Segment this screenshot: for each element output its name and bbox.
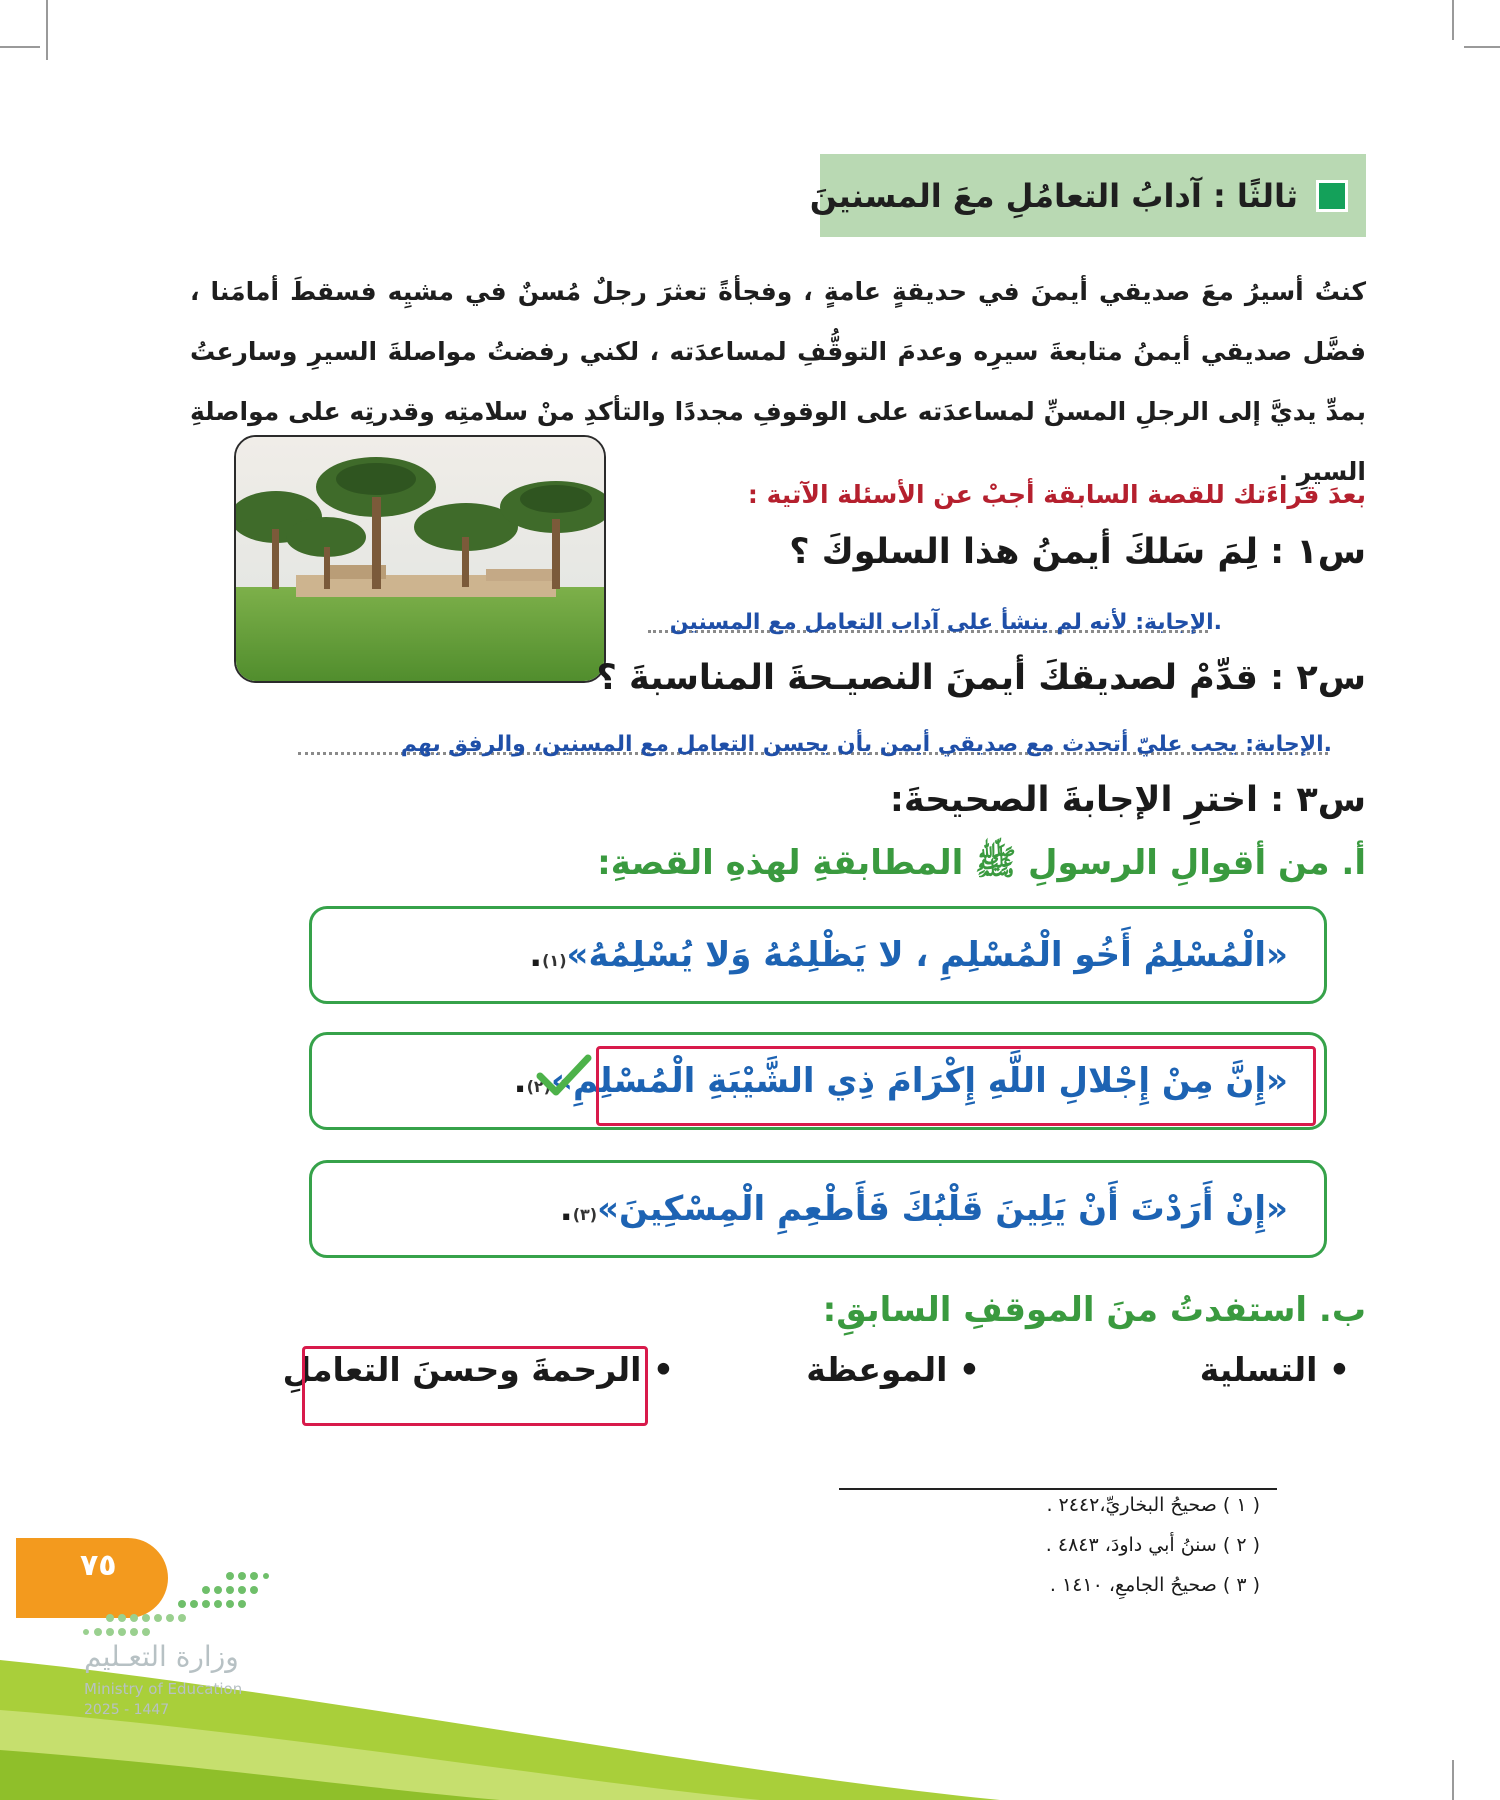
- option-mercy[interactable]: • الرحمةَ وحسنَ التعاملِ: [282, 1350, 674, 1389]
- hadith-1-period: .: [529, 935, 543, 975]
- questions-instruction: بعدَ قراءَتك للقصة السابقة أجبْ عن الأسئلة الآتية :: [747, 480, 1366, 509]
- selected-option-highlight: [302, 1346, 648, 1426]
- selected-answer-highlight: [596, 1046, 1316, 1126]
- footnote-3: ( ٣ ) صحيحُ الجامعِ، ١٤١٠ .: [1049, 1574, 1260, 1596]
- hadith-option-1[interactable]: [309, 906, 1327, 1004]
- hadith-option-3[interactable]: [309, 1160, 1327, 1258]
- footnote-divider: [839, 1488, 1277, 1490]
- hadith-2-footnote: (٢): [526, 1077, 551, 1096]
- part-a-title: أ. من أقوالِ الرسولِ ﷺ المطابقةِ لهذهِ القصةِ:: [597, 843, 1366, 883]
- answer-1[interactable]: .الإجابة: لأنه لم ينشأ على آداب التعامل مع المسنين: [669, 610, 1222, 635]
- hadith-option-3-text: [560, 1163, 1288, 1255]
- hadith-2-quote: «إِنَّ مِنْ إِجْلالِ اللَّهِ إِكْرَامَ ذِي الشَّيْبَةِ الْمُسْلِمِ»: [550, 1061, 1288, 1101]
- page-number: ٧٥: [80, 1548, 117, 1583]
- crop-mark: [1452, 0, 1454, 40]
- hadith-3-period: .: [559, 1189, 573, 1229]
- question-2: س٢ : قدِّمْ لصديقكَ أيمنَ النصيـحةَ المناسبةَ ؟: [596, 658, 1366, 698]
- hadith-2-period: .: [513, 1061, 527, 1101]
- story-paragraph: كنتُ أسيرُ معَ صديقي أيمنَ في حديقةٍ عامةٍ ، وفجأةً تعثرَ رجلٌ مُسنٌ في مشيِه فسقطَ أمامَنا ، فضَّل صديقي أيمنُ متابعةَ سيرِه وعدمَ التوقُّفِ لمساعدَته ، لكني رفضتُ مواصلةَ السيرِ وسارعتُ بمدِّ يديَّ إلى الرجلِ المسنِّ لمساعدَته على الوقوفِ مجددًا والتأكدِ منْ سلامتِه وقدرتِه على مواصلةِ السيرِ .: [190, 277, 1366, 486]
- hadith-1-footnote: (١): [542, 951, 567, 970]
- ministry-year: 2025 - 1447: [84, 1702, 170, 1718]
- crop-mark: [0, 46, 40, 48]
- section-title: ثالثًا : آدابُ التعامُلِ معَ المسنينَ: [809, 177, 1298, 215]
- palm-park-image: [236, 437, 606, 683]
- part-b-title: ب. استفدتُ منَ الموقفِ السابقِ:: [822, 1290, 1366, 1330]
- answer-2[interactable]: .الإجابة: يجب عليّ أتحدث مع صديقي أيمن بأن يحسن التعامل مع المسنين، والرفق بهم: [400, 732, 1332, 757]
- question-3: س٣ : اخترِ الإجابةَ الصحيحةَ:: [889, 780, 1366, 820]
- footnote-2: ( ٢ ) سننُ أبي داودَ، ٤٨٤٣ .: [1045, 1534, 1260, 1556]
- ministry-name-arabic: وزارة التعـليم: [84, 1640, 239, 1673]
- section-marker-icon: [1316, 180, 1348, 212]
- crop-mark: [1464, 46, 1500, 48]
- hadith-option-1-text: [529, 909, 1288, 1001]
- question-1: س١ : لِمَ سَلكَ أيمنُ هذا السلوكَ ؟: [789, 532, 1366, 572]
- footnote-1: ( ١ ) صحيحُ البخاريِّ،٢٤٤٢ .: [1046, 1494, 1260, 1516]
- ministry-logo-icon: [80, 1566, 270, 1648]
- hadith-3-footnote: (٣): [572, 1205, 598, 1224]
- checkmark-icon: [536, 1052, 592, 1098]
- ministry-name-english: Ministry of Education: [84, 1680, 243, 1698]
- hadith-1-quote: «الْمُسْلِمُ أَخُو الْمُسْلِمِ ، لا يَظْلِمُهُ وَلا يُسْلِمُهُ»: [566, 935, 1288, 975]
- option-sermon[interactable]: • الموعظة: [806, 1350, 980, 1389]
- hadith-3-quote: «إِنْ أَرَدْتَ أَنْ يَلِينَ قَلْبُكَ فَأَطْعِمِ الْمِسْكِينَ»: [597, 1189, 1288, 1229]
- section-banner: [809, 154, 1366, 237]
- option-entertainment[interactable]: • التسلية: [1199, 1350, 1350, 1389]
- crop-mark: [46, 0, 48, 60]
- park-photo: [234, 435, 606, 683]
